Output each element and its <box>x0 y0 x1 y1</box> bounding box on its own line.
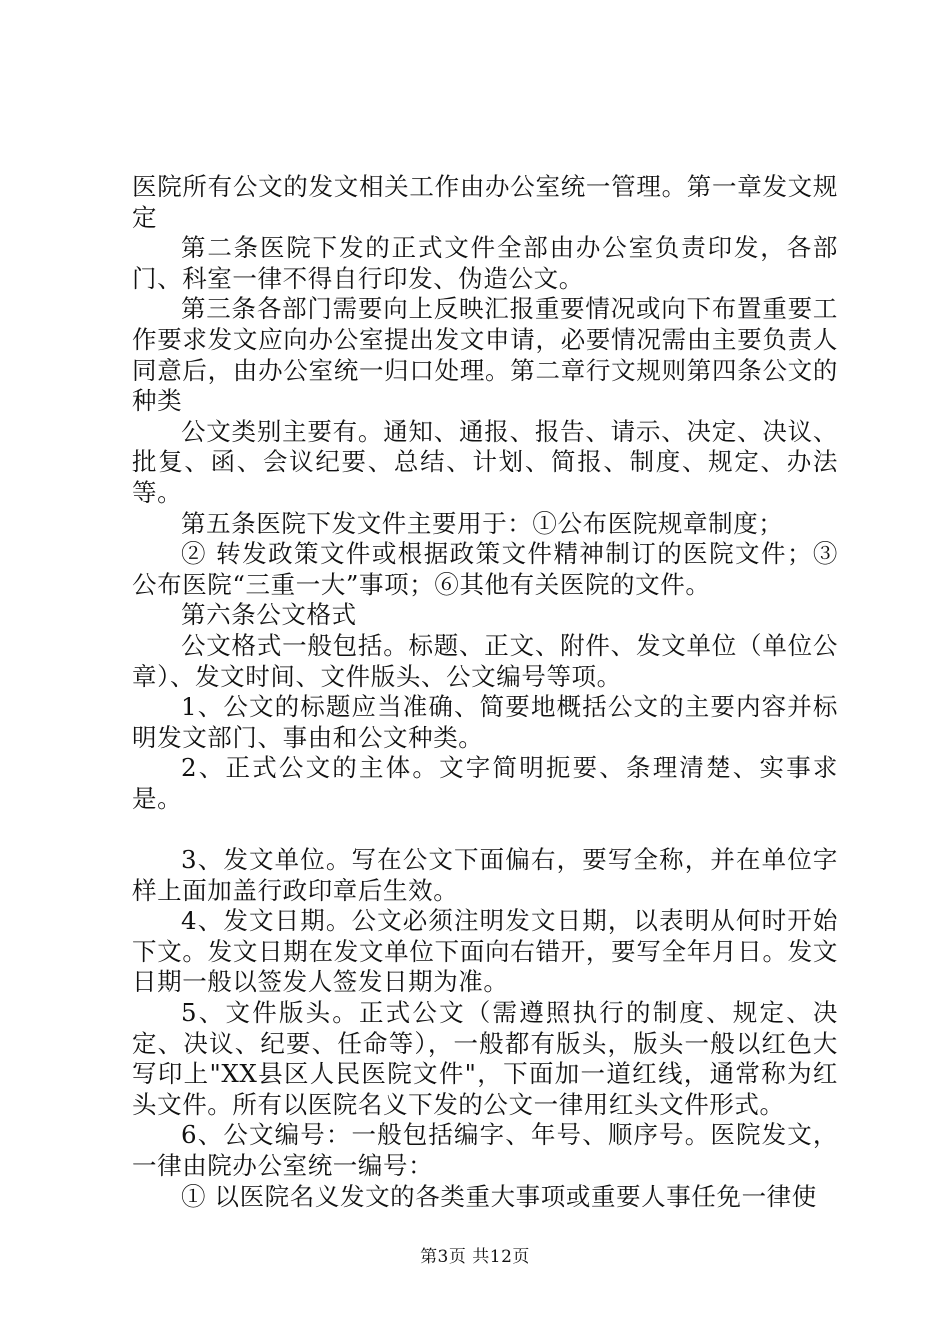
paragraph-article-2: 第二条医院下发的正式文件全部由办公室负责印发，各部门、科室一律不得自行印发、伪造公文。 <box>132 233 838 293</box>
paragraph-item-1: 1、公文的标题应当准确、简要地概括公文的主要内容并标明发文部门、事由和公文种类。 <box>132 692 838 752</box>
paragraph-item-4: 4、发文日期。公文必须注明发文日期，以表明从何时开始下文。发文日期在发文单位下面向右错开，要写全年月日。发文日期一般以签发人签发日期为准。 <box>132 906 838 997</box>
paragraph-item-6-1: ① 以医院名义发文的各类重大事项或重要人事任免一律使 <box>181 1181 817 1211</box>
paragraph-item-5: 5、文件版头。正式公文（需遵照执行的制度、规定、决定、决议、纪要、任命等），一般都有版头，版头一般以红色大写印上"XX县区人民医院文件"，下面加一道红线，通常称为红头文件。所有以医院名义下发的公文一律用红头文件形式。 <box>132 998 838 1119</box>
blank-line <box>132 814 838 845</box>
paragraph-article-5: 第五条医院下发文件主要用于：①公布医院规章制度； <box>181 508 784 538</box>
document-body <box>132 172 838 1212</box>
paragraph-article-3: 第三条各部门需要向上反映汇报重要情况或向下布置重要工作要求发文应向办公室提出发文申请，必要情况需由主要负责人同意后，由办公室统一归口处理。第二章行文规则第四条公文的种类 <box>132 294 838 416</box>
paragraph-article-6: 第六条公文格式 <box>181 600 357 630</box>
paragraph-item-2: 2、正式公文的主体。文字简明扼要、条理清楚、实事求是。 <box>132 753 838 813</box>
paragraph-article-5-items: ② 转发政策文件或根据政策文件精神制订的医院文件；③公布医院“三重一大”事项；⑥其他有关医院的文件。 <box>132 539 838 599</box>
paragraph-item-6: 6、公文编号：一般包括编字、年号、顺序号。医院发文，一律由院办公室统一编号： <box>132 1120 838 1180</box>
paragraph-item-3: 3、发文单位。写在公文下面偏右，要写全称，并在单位字样上面加盖行政印章后生效。 <box>132 845 838 905</box>
paragraph-format-items: 公文格式一般包括。标题、正文、附件、发文单位（单位公章）、发文时间、文件版头、公文编号等项。 <box>132 630 838 691</box>
paragraph-document-types: 公文类别主要有。通知、通报、报告、请示、决定、决议、批复、函、会议纪要、总结、计划、简报、制度、规定、办法等。 <box>132 416 838 507</box>
page-number-footer: 第3页 共12页 <box>420 1247 530 1267</box>
paragraph-1: 医院所有公文的发文相关工作由办公室统一管理。第一章发文规定 <box>132 172 838 232</box>
